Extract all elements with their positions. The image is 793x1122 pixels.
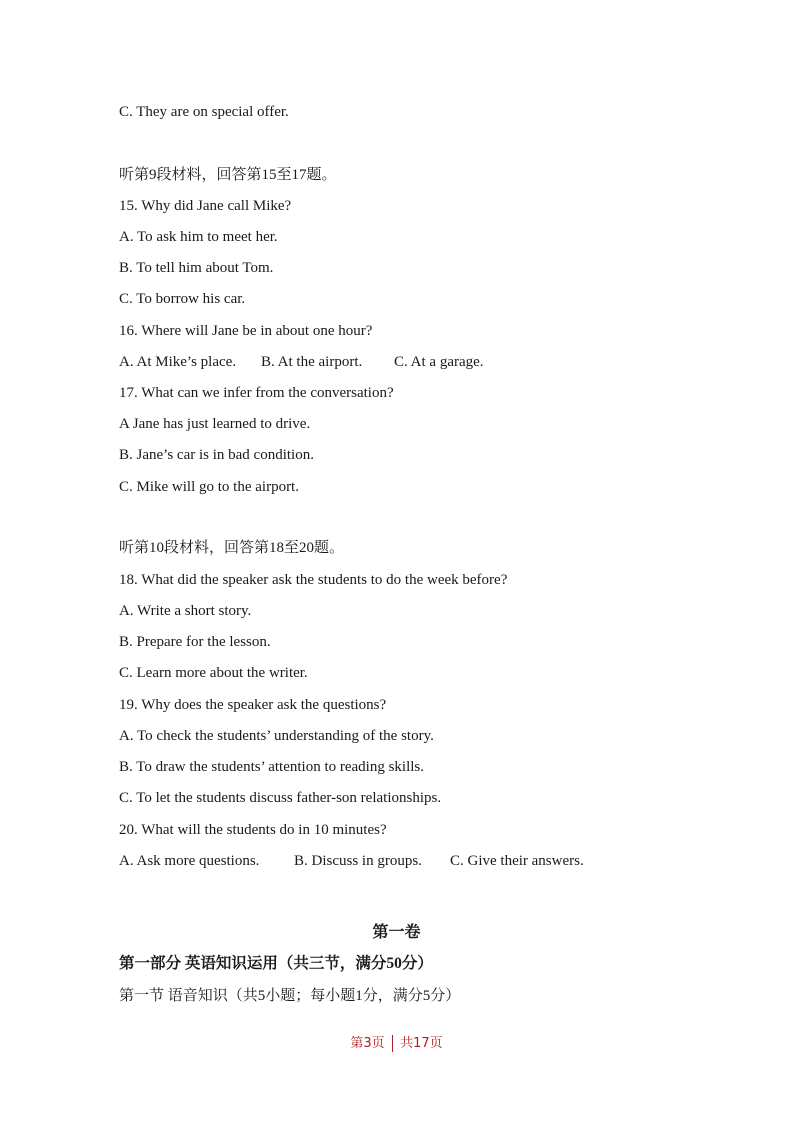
current-page: 第3页 — [350, 1036, 385, 1051]
q18-question: 18. What did the speaker ask the students to do the week before? — [119, 572, 508, 588]
q16-option-c: C. At a garage. — [394, 354, 484, 370]
section9-intro: 听第9段材料，回答第15至17题。 — [119, 167, 337, 183]
q18-option-a: A. Write a short story. — [119, 603, 252, 619]
q18-option-c: C. Learn more about the writer. — [119, 665, 308, 681]
footer-divider — [392, 1035, 394, 1052]
q19-option-c: C. To let the students discuss father-son relationships. — [119, 790, 442, 806]
volume-title: 第一卷 — [372, 924, 421, 941]
q17-option-b: B. Jane’s car is in bad condition. — [119, 447, 314, 463]
q17-option-c: C. Mike will go to the airport. — [119, 479, 299, 495]
q20-options — [119, 851, 584, 871]
q20-question: 20. What will the students do in 10 minutes? — [119, 822, 387, 838]
q19-question: 19. Why does the speaker ask the questions? — [119, 697, 387, 713]
total-pages: 共17页 — [400, 1036, 443, 1051]
q15-option-c: C. To borrow his car. — [119, 291, 246, 307]
section10-intro: 听第10段材料，回答第18至20题。 — [119, 540, 345, 556]
q19-option-b: B. To draw the students’ attention to reading skills. — [119, 759, 425, 775]
q16-option-a: A. At Mike’s place. — [119, 354, 237, 370]
q15-option-a: A. To ask him to meet her. — [119, 229, 278, 245]
q15-option-b: B. To tell him about Tom. — [119, 260, 274, 276]
q19-option-a: A. To check the students’ understanding of the story. — [119, 728, 434, 744]
q20-option-c: C. Give their answers. — [450, 853, 584, 869]
section-title: 第一节 语音知识（共5小题；每小题1分，满分5分） — [119, 988, 461, 1004]
q16-question: 16. Where will Jane be in about one hour? — [119, 323, 373, 339]
q17-question: 17. What can we infer from the conversation? — [119, 385, 394, 401]
q14-option-c: C. They are on special offer. — [119, 104, 289, 120]
q16-option-b: B. At the airport. — [261, 354, 363, 370]
q17-option-a: A Jane has just learned to drive. — [119, 416, 311, 432]
q15-question: 15. Why did Jane call Mike? — [119, 198, 292, 214]
q20-option-a: A. Ask more questions. — [119, 853, 260, 869]
q20-option-b: B. Discuss in groups. — [294, 853, 422, 869]
q18-option-b: B. Prepare for the lesson. — [119, 634, 271, 650]
part-title: 第一部分 英语知识运用（共三节，满分50分） — [119, 955, 433, 972]
q16-options — [119, 352, 484, 372]
page-footer — [0, 1035, 793, 1053]
